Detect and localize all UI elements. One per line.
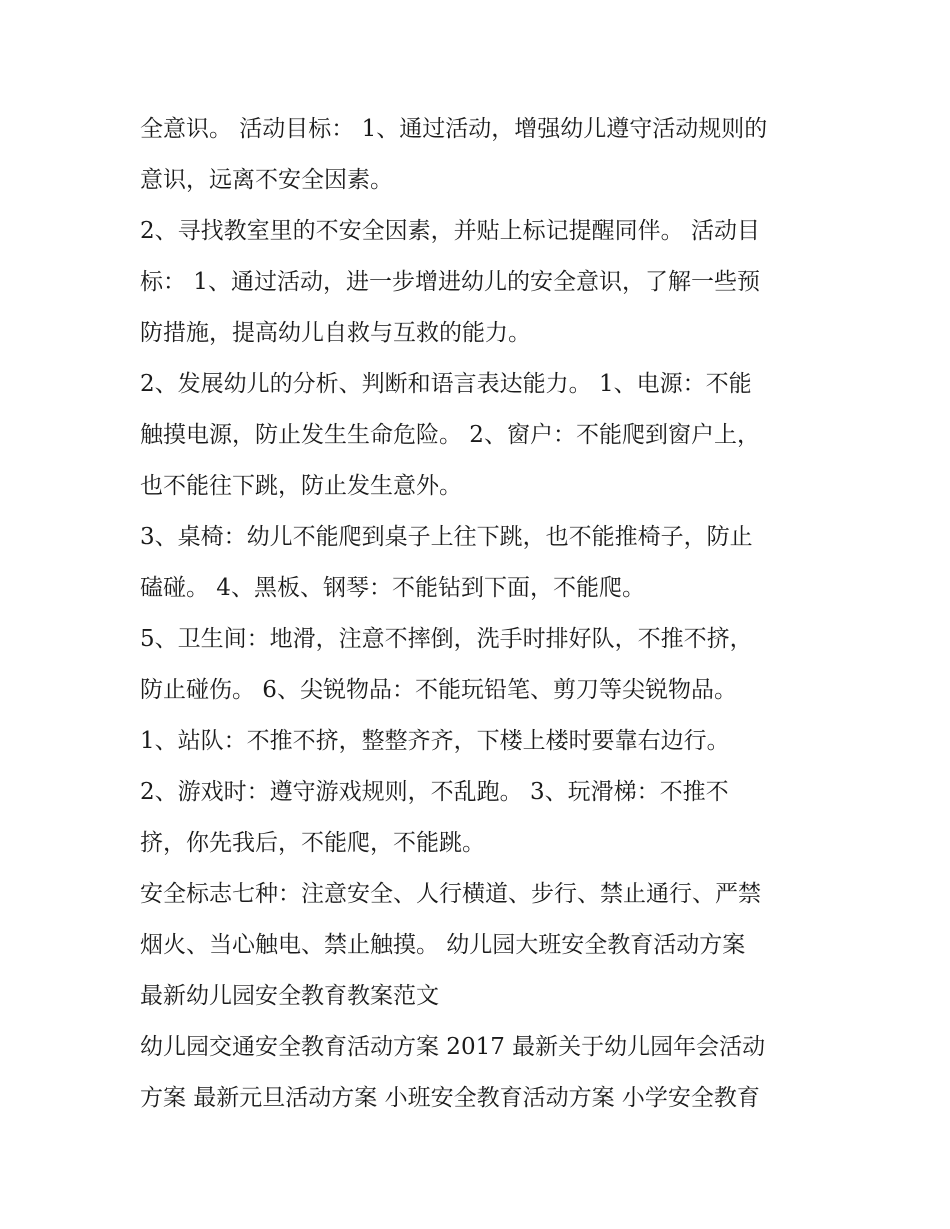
text-line: 意识，远离不安全因素。 [140,167,393,193]
text-line: 标： 1、通过活动，进一步增进幼儿的安全意识，了解一些预 [140,269,760,295]
text-line: 磕碰。 4、黑板、钢琴：不能钻到下面，不能爬。 [140,575,645,601]
text-line: 防止碰伤。 6、尖锐物品：不能玩铅笔、剪刀等尖锐物品。 [140,677,737,703]
text-line: 安全标志七种：注意安全、人行横道、步行、禁止通行、严禁 [140,881,761,907]
document-body [140,104,820,1124]
text-line: 也不能往下跳，防止发生意外。 [140,473,462,499]
text-line: 挤，你先我后，不能爬，不能跳。 [140,830,485,856]
text-line: 1、站队：不推不挤，整整齐齐，下楼上楼时要靠右边行。 [140,728,730,754]
text-line: 2、寻找教室里的不安全因素，并贴上标记提醒同伴。 活动目 [140,218,760,244]
text-line: 烟火、当心触电、禁止触摸。 幼儿园大班安全教育活动方案 [140,932,746,958]
text-line: 最新幼儿园安全教育教案范文 [140,983,439,1009]
text-line: 2、游戏时：遵守游戏规则，不乱跑。 3、玩滑梯：不推不 [140,779,729,805]
text-line: 3、桌椅：幼儿不能爬到桌子上往下跳，也不能推椅子，防止 [140,524,753,550]
text-line: 幼儿园交通安全教育活动方案 2017 最新关于幼儿园年会活动 [140,1034,766,1060]
text-line: 触摸电源，防止发生生命危险。 2、窗户：不能爬到窗户上， [140,422,760,448]
text-line: 方案 最新元旦活动方案 小班安全教育活动方案 小学安全教育 [140,1085,760,1111]
text-line: 5、卫生间：地滑，注意不摔倒，洗手时排好队，不推不挤， [140,626,753,652]
text-line: 防措施，提高幼儿自救与互救的能力。 [140,320,531,346]
text-line: 2、发展幼儿的分析、判断和语言表达能力。 1、电源：不能 [140,371,752,397]
text-line: 全意识。 活动目标： 1、通过活动，增强幼儿遵守活动规则的 [140,116,768,142]
